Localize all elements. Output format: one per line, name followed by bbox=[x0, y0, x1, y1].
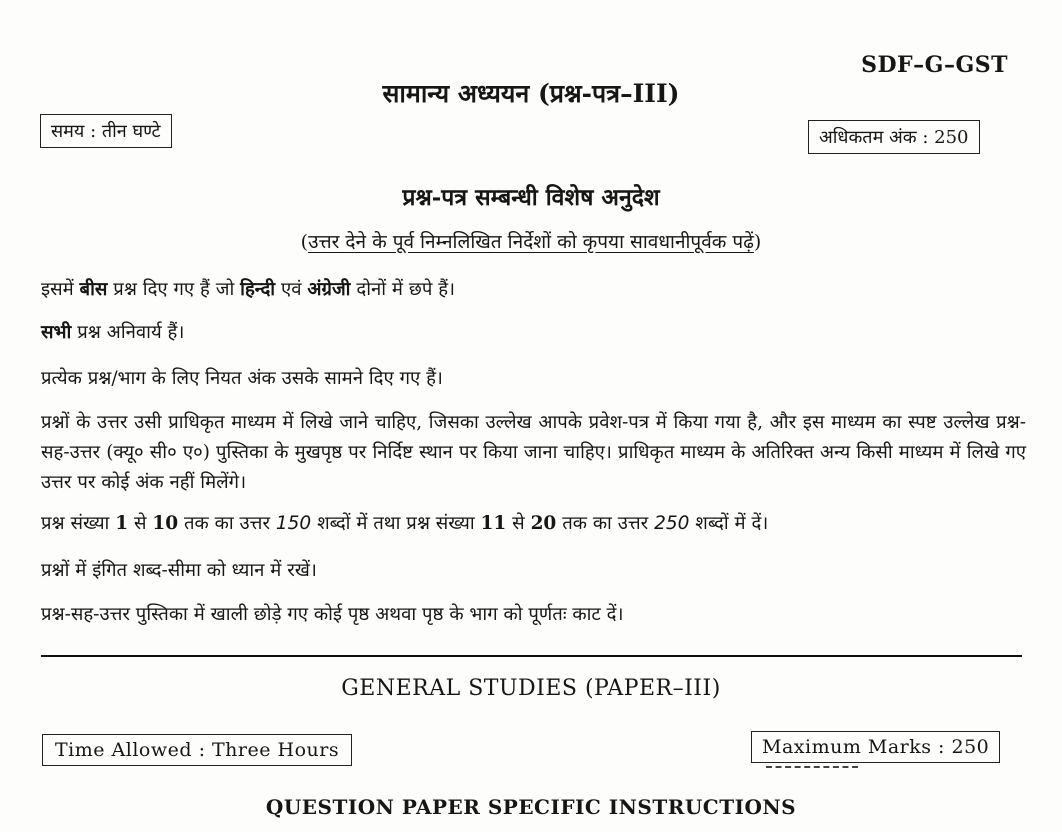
text: शब्दों में तथा प्रश्न संख्या bbox=[311, 513, 481, 534]
word-limit: 150 bbox=[275, 513, 312, 534]
text: एवं bbox=[275, 279, 308, 300]
instructions-title-english: QUESTION PAPER SPECIFIC INSTRUCTIONS bbox=[265, 795, 797, 819]
question-number: 1 bbox=[115, 513, 129, 534]
instructions-title-hindi: प्रश्न-पत्र सम्बन्धी विशेष अनुदेश bbox=[402, 184, 660, 211]
text: से bbox=[128, 513, 153, 534]
instruction-6-hindi: प्रश्नों में इंगित शब्द-सीमा को ध्यान में रखें। bbox=[41, 560, 317, 581]
paper-title-hindi: सामान्य अध्ययन (प्रश्न-पत्र–III) bbox=[382, 79, 680, 108]
emphasis-hindi: हिन्दी bbox=[240, 279, 276, 300]
instruction-7-hindi: प्रश्न-सह-उत्तर पुस्तिका में खाली छोड़े गए कोई पृष्ठ अथवा पृष्ठ के भाग को पूर्णतः काट दें। bbox=[41, 604, 624, 625]
section-divider bbox=[41, 655, 1022, 657]
subtitle-close-paren: ) bbox=[753, 231, 762, 253]
text: तक का उत्तर bbox=[556, 513, 655, 534]
question-number: 20 bbox=[530, 513, 557, 534]
text: से bbox=[506, 513, 531, 534]
instruction-1-hindi bbox=[41, 275, 1026, 305]
text: प्रश्न दिए गए हैं जो bbox=[107, 279, 241, 300]
subtitle-text: उत्तर देने के पूर्व निम्नलिखित निर्देशों को कृपया सावधानीपूर्वक पढ़ें bbox=[308, 231, 754, 253]
text: प्रश्न संख्या bbox=[41, 513, 116, 534]
text: तक का उत्तर bbox=[178, 513, 276, 534]
text: दोनों में छपे हैं। bbox=[350, 279, 456, 300]
time-allowed-hindi: समय : तीन घण्टे bbox=[40, 114, 172, 148]
paper-title-english: GENERAL STUDIES (PAPER–III) bbox=[341, 676, 721, 701]
instruction-2-hindi bbox=[41, 318, 1026, 348]
question-number: 10 bbox=[152, 513, 179, 534]
paper-code: SDF–G–GST bbox=[861, 52, 1008, 78]
emphasis-english: अंग्रेजी bbox=[307, 279, 351, 300]
text: प्रश्न अनिवार्य हैं। bbox=[71, 322, 185, 343]
instructions-subtitle-hindi bbox=[0, 228, 1062, 254]
marks-underline-mark bbox=[766, 766, 858, 768]
maximum-marks-hindi: अधिकतम अंक : 250 bbox=[808, 120, 980, 154]
subtitle-open-paren: ( bbox=[300, 231, 309, 253]
instruction-5-hindi bbox=[41, 509, 1026, 539]
instruction-3-hindi: प्रत्येक प्रश्न/भाग के लिए नियत अंक उसके सामने दिए गए हैं। bbox=[41, 368, 443, 389]
maximum-marks-english: Maximum Marks : 250 bbox=[751, 731, 1000, 763]
question-number: 11 bbox=[480, 513, 507, 534]
word-limit: 250 bbox=[654, 513, 690, 534]
emphasis-twenty: बीस bbox=[79, 279, 108, 300]
time-allowed-english: Time Allowed : Three Hours bbox=[42, 734, 352, 766]
text: इसमें bbox=[41, 279, 80, 300]
text: शब्दों में दें। bbox=[689, 513, 769, 534]
instruction-4-hindi: प्रश्नों के उत्तर उसी प्राधिकृत माध्यम में लिखे जाने चाहिए, जिसका उल्लेख आपके प्रवेश-पत्र में किया गया है, और इस माध्यम का स्पष्ट उल्लेख प्रश्न-सह-उत्तर (क्यू० सी० ए०) पुस्तिका के मुखपृष्ठ पर निर्दिष्ट स्थान पर किया जाना चाहिए। प्राधिकृत माध्यम के अतिरिक्त अन्य किसी माध्यम में लिखे गए उत्तर पर कोई अंक नहीं मिलेंगे। bbox=[41, 412, 1026, 493]
emphasis-all: सभी bbox=[41, 322, 72, 343]
